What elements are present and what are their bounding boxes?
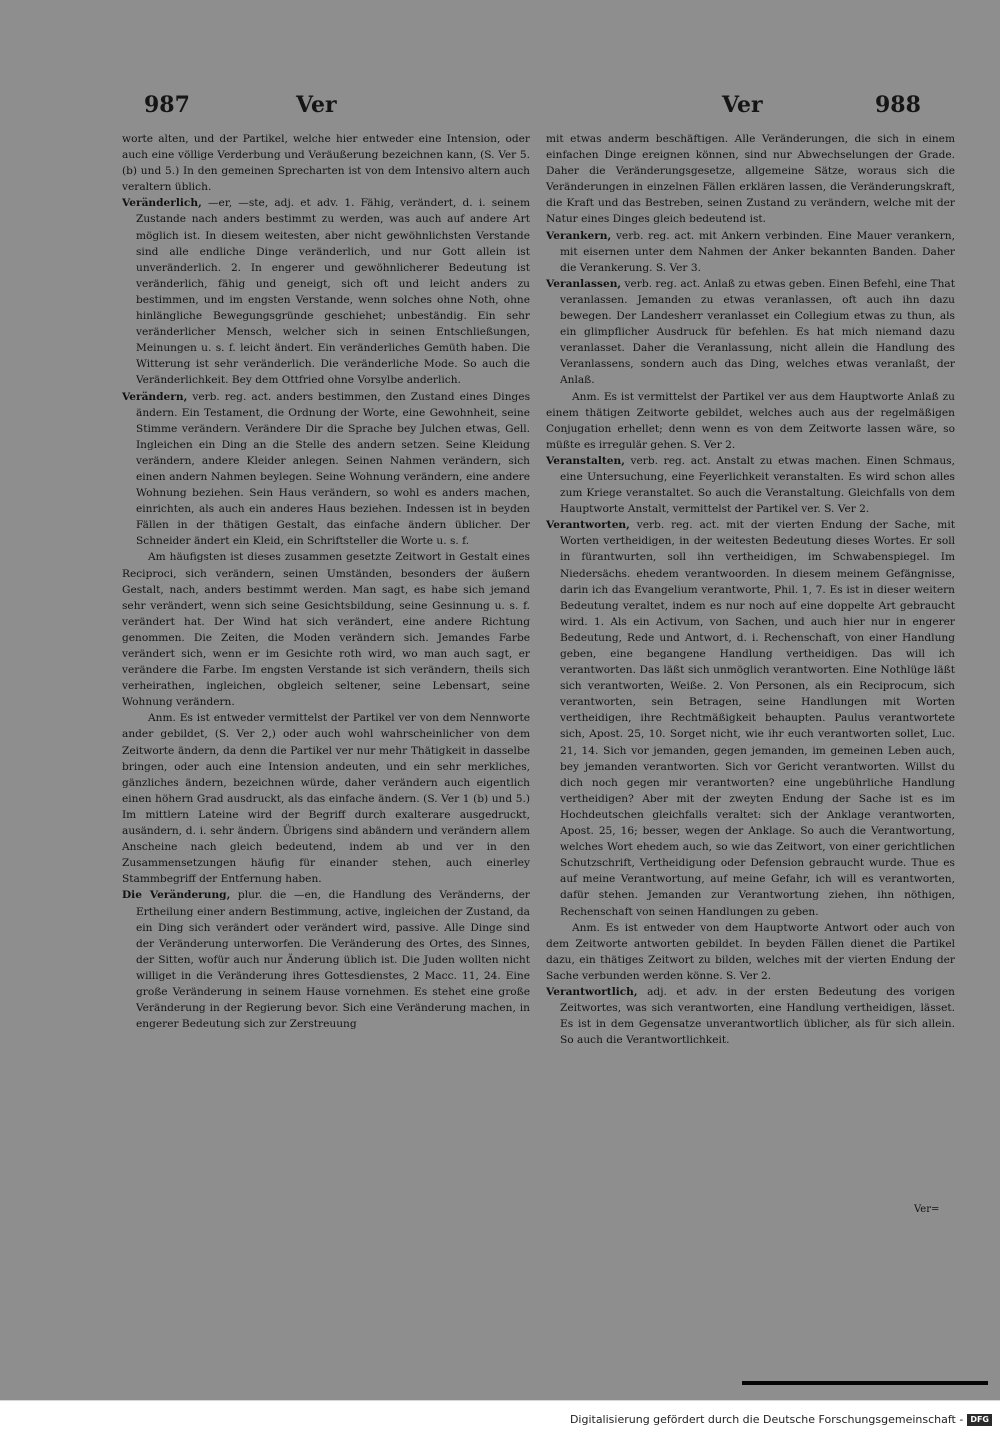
entry-body: plur. die —en, die Handlung des Veränderns, der Ertheilung einer andern Bestimmung, active, ingleichen der Zustand, da ein Ding sich verändert oder verändert wird, passive. Alle Dinge sind der Veränderung unterworfen. Die Veränderung des Ortes, des Sinnes, der Sitten, wofür auch nur Änderung üblich ist. Die Juden wollten nicht williget in die Veränderung ihres Gottesdienstes, 2 Macc. 11, 24. Eine große Veränderung in seinem Hause vornehmen. Es stehet eine große Veränderung in der Regierung bevor. Sich eine Veränderung machen, in engerer Bedeutung sich zur Zerstreuung bbox=[136, 889, 530, 1031]
entry-headword: Verantworten, bbox=[546, 519, 630, 532]
right-page-number: 988 bbox=[875, 92, 921, 118]
entry-headword: Verankern, bbox=[546, 229, 612, 242]
entry-body: verb. reg. act. Anlaß zu etwas geben. Einen Befehl, eine That veranlassen. Jemanden zu etwas veranlassen, oft auch ihn dazu bewegen. Der Landesherr veranlasset ein Collegium etwas zu thun, als ein glimpflicher Ausdruck für befehlen. Es hat mich niemand dazu veranlasset. Daher die Veranlassung, nicht allein die Handlung des Veranlassens, sondern auch das Ding, welches etwas veranlaßt, der Anlaß. bbox=[560, 277, 955, 387]
dfg-logo: DFG bbox=[967, 1414, 992, 1426]
dictionary-entry bbox=[546, 517, 955, 919]
dictionary-entry bbox=[122, 887, 530, 1032]
footer-divider bbox=[0, 1400, 1000, 1401]
funding-notice: Digitalisierung gefördert durch die Deutsche Forschungsgemeinschaft - bbox=[569, 1413, 964, 1426]
continuation-paragraph: worte alten, und der Partikel, welche hier entweder eine Intension, oder auch eine völlige Verderbung und Veräußerung bezeichnen kann, (S. Ver 5. (b) und 5.) In den gemeinen Sprecharten ist von dem Intensivo altern auch veraltern üblich. bbox=[122, 133, 530, 194]
right-running-head: Ver bbox=[722, 92, 763, 118]
dictionary-entry bbox=[546, 453, 955, 517]
annotation-paragraph: Anm. Es ist vermittelst der Partikel ver aus dem Hauptworte Anlaß zu einem thätigen Zeitworte gebildet, welches auch aus der regelmäßigen Conjugation erhellet; denn wenn es von dem Zeitworte lassen wäre, so müßte es irregulär gehen. S. Ver 2. bbox=[546, 390, 955, 451]
entry-body: verb. reg. act. mit Ankern verbinden. Eine Mauer verankern, mit eisernen unter dem Nahmen der Anker bekannten Banden. Daher die Verankerung. S. Ver 3. bbox=[560, 229, 955, 274]
footer bbox=[570, 1413, 992, 1426]
entry-headword: Die Veränderung, bbox=[122, 889, 231, 902]
dictionary-entry bbox=[546, 228, 955, 276]
entry-headword: Veranlassen, bbox=[546, 277, 622, 290]
catchword: Ver= bbox=[914, 1204, 940, 1215]
dictionary-entry bbox=[546, 276, 955, 389]
entry-body: —er, —ste, adj. et adv. 1. Fähig, verändert, d. i. seinem Zustande nach anders bestimmt zu werden, was auch auf andere Art möglich ist. In diesem weitesten, aber nicht gewöhnlichsten Verstande sind alle endliche Dinge veränderlich, und nur Gott allein ist unveränderlich. 2. In engerer und gewöhnlicherer Bedeutung ist veränderlich, fähig und geneigt, sich oft und leicht anders zu bestimmen, und im engsten Verstande, wenn solches ohne Noth, ohne hinlängliche Bewegungsgründe geschiehet; unbeständig. Ein sehr veränderlicher Mensch, welcher sich in seinen Entschließungen, Meinungen u. s. f. leicht ändert. Ein veränderliches Gemüth haben. Die Witterung ist sehr veränderlich. Die veränderliche Mode. So auch die Veränderlichkeit. Bey dem Ottfried ohne Vorsylbe anderlich. bbox=[136, 197, 530, 387]
continuation-paragraph: mit etwas anderm beschäftigen. Alle Veränderungen, die sich in einem einfachen Dinge ereignen können, sind nur Abwechselungen der Grade. Daher die Veränderungsgesetze, allgemeine Sätze, woraus sich die Veränderungen in einzelnen Fällen erklären lassen, die Veränderungskraft, die Kraft und das Bestreben, seinen Zustand zu verändern, welche mit der Natur eines Dinges gleich bedeutend ist. bbox=[546, 133, 955, 226]
scan-edge-bar bbox=[742, 1381, 988, 1385]
left-running-head: Ver bbox=[296, 92, 337, 118]
annotation-paragraph: Anm. Es ist entweder vermittelst der Partikel ver von dem Nennworte ander gebildet, (S. Ver 2,) oder auch wohl wahrscheinlicher von dem Zeitworte ändern, da denn die Partikel ver nur mehr Thätigkeit in dasselbe bringen, oder auch eine Intension andeuten, und ein sehr merkliches, gänzliches ändern, bezeichnen würde, daher verändern auch eigentlich einen höhern Grad ausdruckt, als das einfache ändern. (S. Ver 1 (b) und 5.) Im mittlern Lateine wird der Begriff durch exalterare ausgedruckt, ausändern, d. i. sehr ändern. Übrigens sind abändern und verändern allem Anscheine nach gleich bedeutend, indem ab und ver in den Zusammensetzungen häufig für einander stehen, auch einerley Stammbegriff der Entfernung haben. bbox=[122, 712, 530, 886]
annotation-paragraph: Am häufigsten ist dieses zusammen gesetzte Zeitwort in Gestalt eines Reciproci, sich verändern, seinen Umständen, besonders der äußern Gestalt, nach, anders bestimmt werden. Man sagt, es habe sich jemand sehr verändert, wenn sich seine Gesichtsbildung, seine Gesinnung u. s. f. verändert hat. Der Wind hat sich verändert, eine andere Richtung genommen. Die Zeiten, die Moden verändern sich. Jemandes Farbe verändert sich, wenn er im Gesichte roth wird, wo man auch sagt, er verändere die Farbe. Im engsten Verstande ist sich verändern, theils sich verheirathen, ingleichen, obgleich seltener, seine Lebensart, seine Wohnung verändern. bbox=[122, 551, 530, 709]
entry-headword: Verantwortlich, bbox=[546, 985, 638, 998]
right-column bbox=[546, 131, 955, 1048]
entry-body: verb. reg. act. mit der vierten Endung der Sache, mit Worten vertheidigen, in der weitesten Bedeutung dieses Wortes. Er soll in fürantwurten, soll ihn vertheidigen, im Schwabenspiegel. Im Niedersächs. ehedem verantwoorden. In diesem meinem Gefängnisse, darin ich das Evangelium verantworte, Phil. 1, 7. Es ist in dieser weitern Bedeutung veraltet, indem es nur noch auf eine doppelte Art gebraucht wird. 1. Als ein Activum, von Sachen, und auch hier nur in engerer Bedeutung, Rede und Antwort, d. i. Rechenschaft, von einer Handlung geben, eine begangene Handlung vertheidigen. Das will ich verantworten. Das läßt sich unmöglich verantworten. Eine Nothlüge läßt sich verantworten, Weiße. 2. Von Personen, als ein Reciprocum, sich verantworten, sein Betragen, seine Handlungen mit Worten vertheidigen, ihre Rechtmäßigkeit behaupten. Paulus verantwortete sich, Apost. 25, 10. Sorget nicht, wie ihr euch verantworten sollet, Luc. 21, 14. Sich vor jemanden, gegen jemanden, im gemeinen Leben auch, bey jemanden verantworten. Sich vor Gericht verantworten. Willst du dich noch gegen mir verantworten? eine ungebührliche Handlung vertheidigen? Aber mit der zweyten Endung der Sache ist es im Hochdeutschen gleichfalls veraltet: sich der Anklage verantworten, Apost. 25, 16; besser, wegen der Anklage. So auch die Verantwortung, welches Wort ehedem auch, so wie das Zeitwort, von einer gerichtlichen Schutzschrift, Vertheidigung oder Defension gebraucht wurde. Thue es auf meine Verantwortung, auf meine Gefahr, ich will es verantworten, dafür stehen. Jemanden zur Verantwortung ziehen, ihn nöthigen, Rechenschaft von seinen Handlungen zu geben. bbox=[560, 519, 956, 918]
entry-headword: Verändern, bbox=[122, 390, 188, 403]
dictionary-entry bbox=[546, 984, 955, 1048]
dictionary-entry bbox=[122, 389, 530, 550]
left-page-number: 987 bbox=[144, 92, 190, 118]
entry-body: verb. reg. act. anders bestimmen, den Zustand eines Dinges ändern. Ein Testament, die Ordnung der Worte, eine Gewohnheit, seine Stimme verändern. Verändere Dir die Sprache bey Julchen etwas, Gell. Ingleichen ein Ding an die Stelle des andern setzen. Seine Kleidung verändern, andere Kleider anlegen. Seinen Nahmen verändern, sich einen andern Nahmen beylegen. Seine Wohnung verändern, eine andere Wohnung beziehen. Sein Haus verändern, so wohl es anders machen, einrichten, als auch ein anderes Haus beziehen. Indessen ist in beyden Fällen in der thätigen Gestalt, das einfache ändern üblicher. Der Schneider ändert ein Kleid, ein Schriftsteller die Worte u. s. f. bbox=[136, 390, 530, 548]
dictionary-entry bbox=[122, 195, 530, 388]
left-column bbox=[122, 131, 530, 1032]
entry-headword: Veränderlich, bbox=[122, 197, 202, 210]
entry-body: verb. reg. act. Anstalt zu etwas machen. Einen Schmaus, eine Untersuchung, eine Feyerlichkeit veranstalten. Es wird schon alles zum Kriege veranstaltet. So auch die Veranstaltung. Gleichfalls von dem Hauptworte Anstalt, vermittelst der Partikel ver. S. Ver 2. bbox=[560, 454, 955, 516]
annotation-paragraph: Anm. Es ist entweder von dem Hauptworte Antwort oder auch von dem Zeitworte antworten gebildet. In beyden Fällen dienet die Partikel dazu, ein thätiges Zeitwort zu bilden, welches mit der vierten Endung der Sache verbunden werden könne. S. Ver 2. bbox=[546, 921, 955, 982]
entry-headword: Veranstalten, bbox=[546, 454, 625, 467]
entry-body: adj. et adv. in der ersten Bedeutung des vorigen Zeitwortes, was sich verantworten, eine Handlung vertheidigen, lässet. Es ist in dem Gegensatze unverantwortlich üblicher, als für sich allein. So auch die Verantwortlichkeit. bbox=[560, 985, 955, 1047]
